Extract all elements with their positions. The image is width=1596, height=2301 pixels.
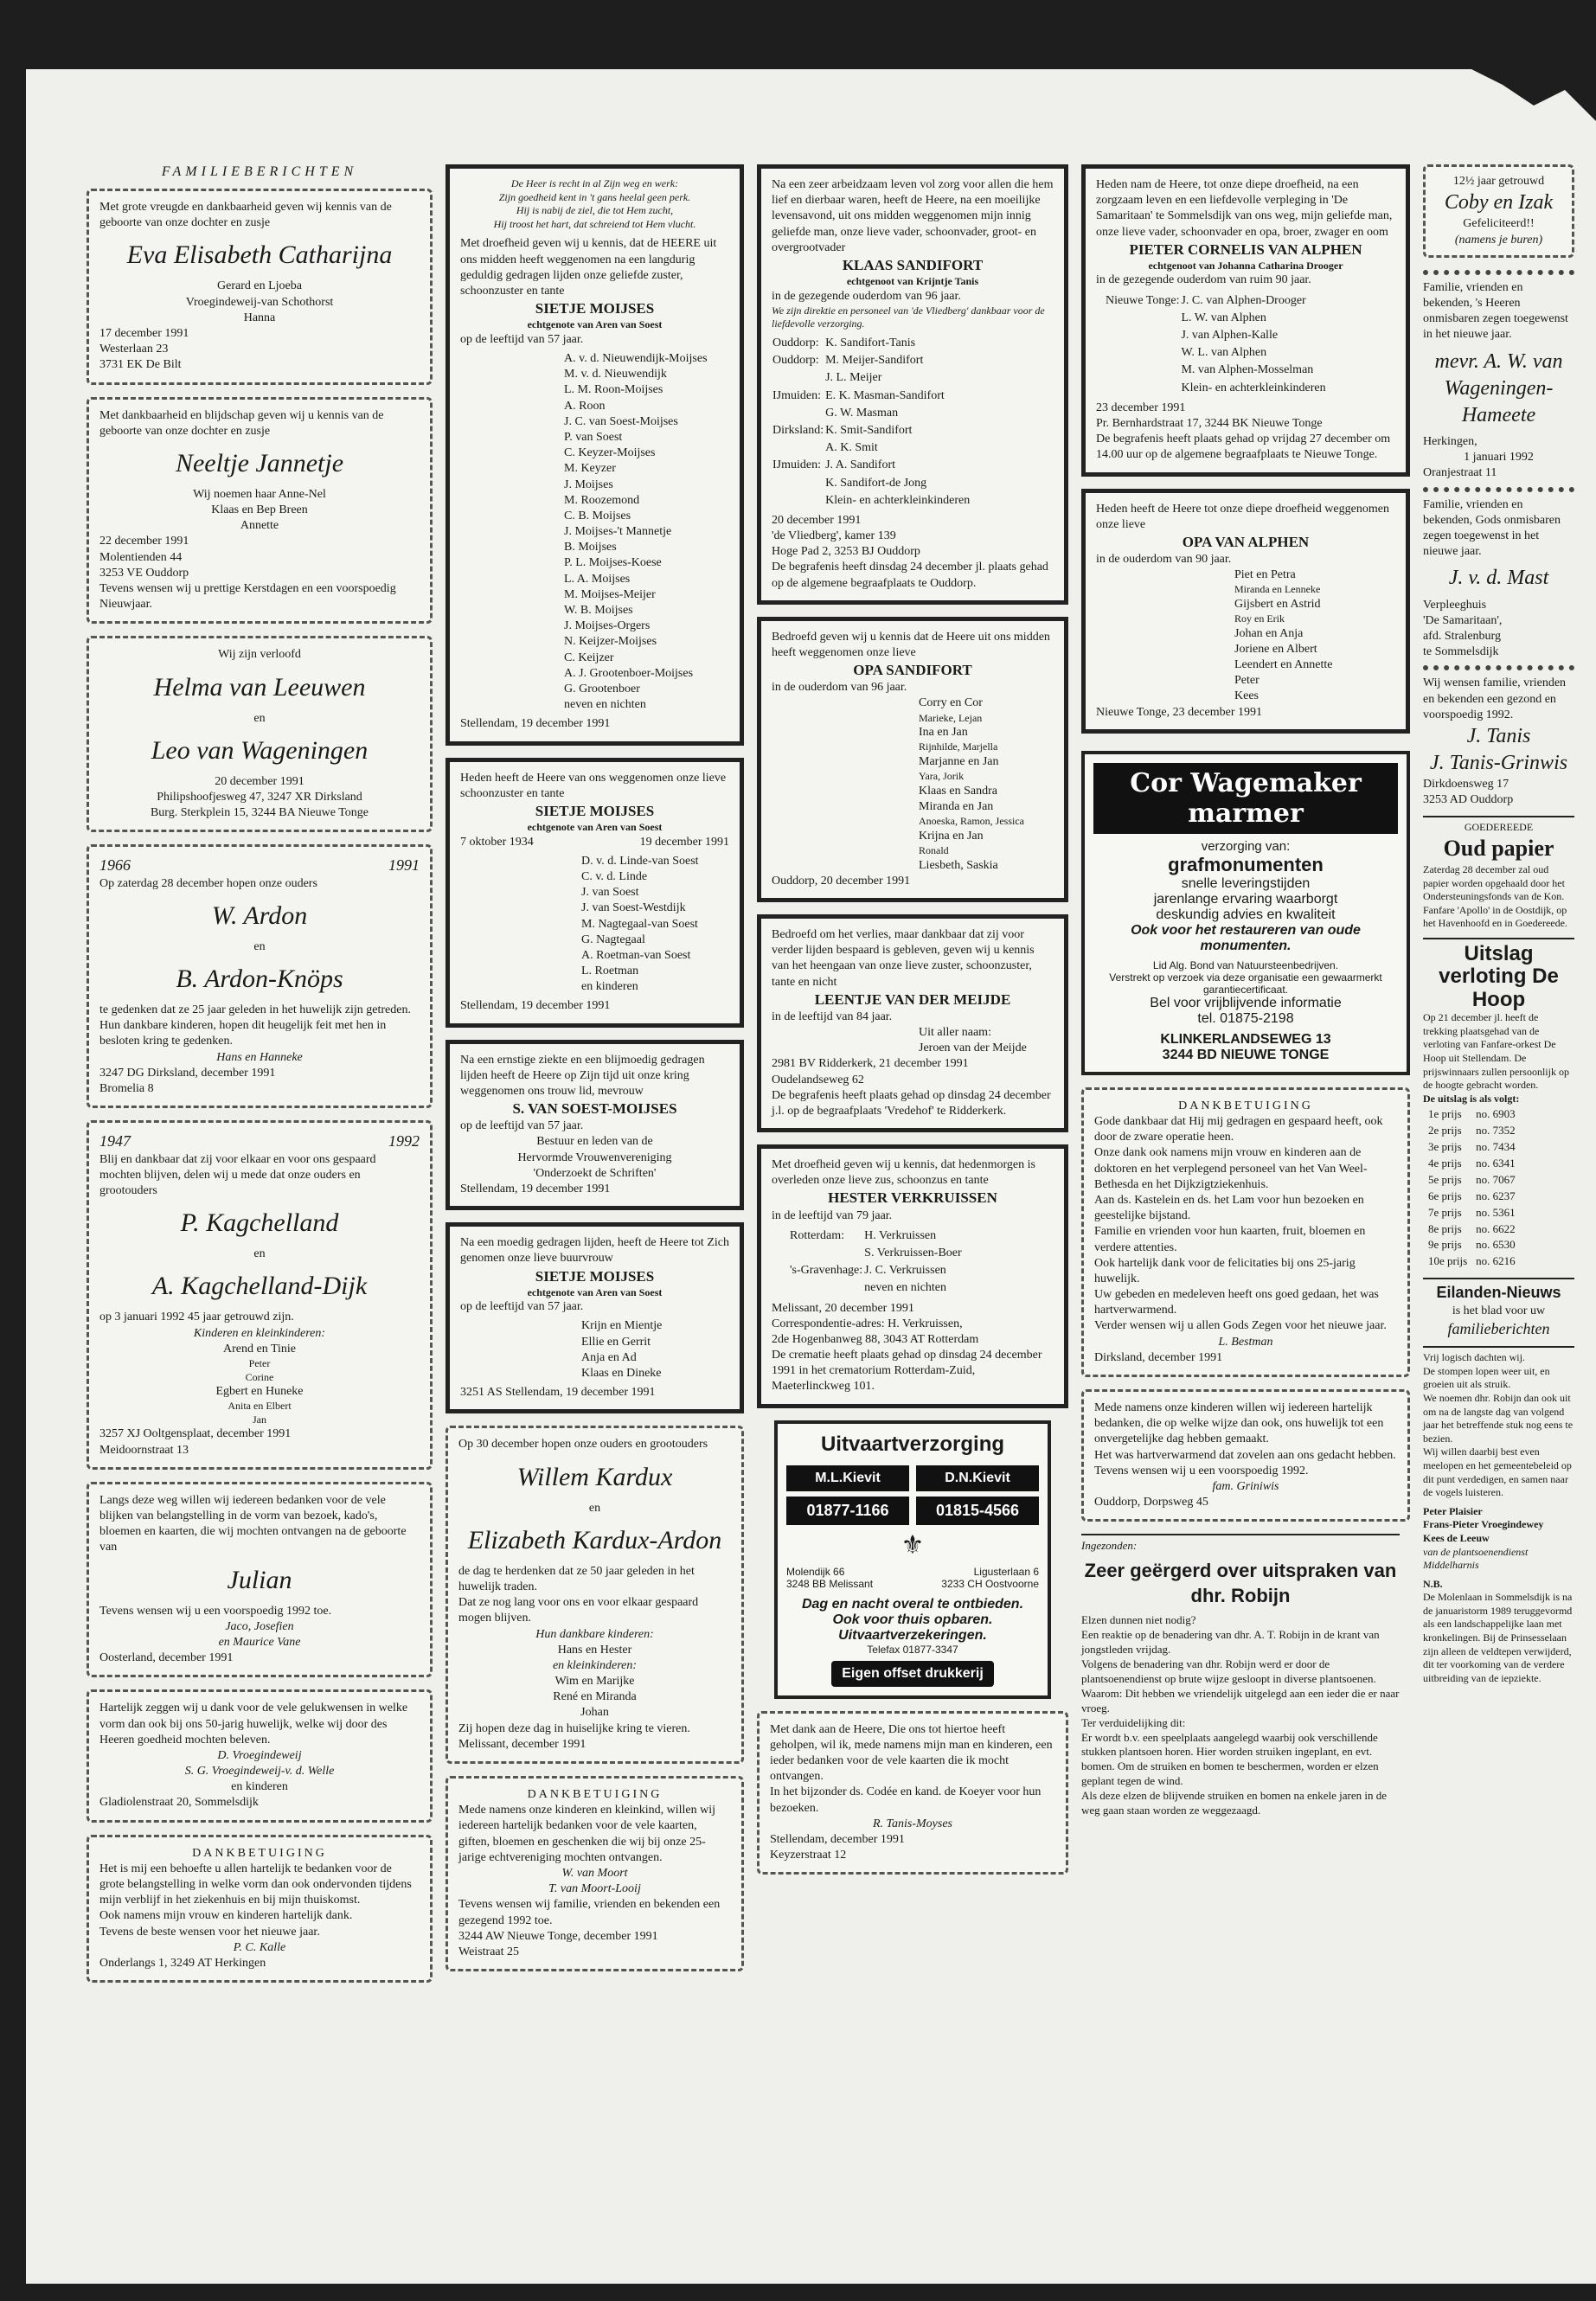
divider [1423,665,1574,670]
divider [1423,487,1574,492]
table-row: 3e prijs no. 7434 [1428,1140,1516,1154]
column-1 [87,164,433,1995]
table-row: 1e prijs no. 6903 [1428,1107,1516,1121]
thanks-julian: Langs deze weg willen wij iedereen bedanken voor de vele blijken van belangstelling in de vorm van bezoek, kado's, bloemen en kaarten, die wij mochten ontvangen na de geboorte van Julian Tevens wensen wij u een voorspoedig 1992 toe. Jaco, Josefien en Maurice Vane Oosterland, december 1991 [87,1482,433,1678]
column-5 [1423,164,1574,1685]
table-row: 8e prijs no. 6622 [1428,1221,1516,1235]
notice-name: Eva Elisabeth Catharijna [126,240,393,270]
obituary-verkruissen: Met droefheid geven wij u kennis, dat hedenmorgen is overleden onze lieve zus, schoonzus en tante HESTER VERKRUISSEN in de leeftijd van 79 jaar. Rotterdam: H. Verkruissen S. Verkruissen-Boer 's-Gravenhage: J. C. Verkruissen neven en nichten Melissant, 20 december 1991 Correspondentie-adres: H. Verkruissen, 2de Hogenbanweg 88, 3043 AT Rotterdam De crematie heeft plaats gehad op dinsdag 24 december 1991 in het crematorium Rotterdam-Zuid, Maeterlinckweg 101. [757,1144,1068,1408]
uitvaart-advert: Uitvaartverzorging M.L.Kievit D.N.Kievit 01877-1166 01815-4566 ⚜ Molendijk 66 Ligusterlaan 6 3248 BB Melissant 3233 CH Oostvoorne Dag en nacht overal te ontbieden. Ook voor thuis opbaren. Uitvaartverzekeringen. Telefax 01877-3347 Eigen offset drukkerij [774,1420,1051,1699]
obituary-opa-van-alphen: Heden heeft de Heere tot onze diepe droefheid weggenomen onze lieve OPA VAN ALPHEN in de ouderdom van 90 jaar. Piet en Petra Miranda en Lenneke Gijsbert en Astrid Roy en Erik Johan en Anja Joriene en Albert Leendert en Annette Peter Kees Nieuwe Tonge, 23 december 1991 [1081,489,1410,734]
birth-notice-neeltje: Met dankbaarheid en blijdschap geven wij u kennis van de geboorte van onze dochter en zusje Neeltje Jannetje Wij noemen haar Anne-Nel Klaas en Bep Breen Annette 22 december 1991 Molentienden 44 3253 VE Ouddorp Tevens wensen wij u prettige Kerstdagen en een voorspoedig Nieuwjaar. [87,397,433,625]
obituary-van-alphen: Heden nam de Heere, tot onze diepe droefheid, na een zorgzaam leven en een liefdevolle verpleging in 'De Samaritaan' te Sommelsdijk van ons weg, mijn geliefde man, onze lieve vader, schoonvader en opa, broer, zwager en oom PIETER CORNELIS VAN ALPHEN echtgenoot van Johanna Catharina Drooger in de gezegende ouderdom van ruim 90 jaar. Nieuwe Tonge: J. C. van Alphen-Drooger L. W. van Alphen J. van Alphen-Kalle W. L. van Alphen M. van Alphen-Mosselman Klein- en achterkleinkinderen 23 december 1991 Pr. Bernhardstraat 17, 3244 BK Nieuwe Tonge De begrafenis heeft plaats gehad op vrijdag 27 december om 14.00 uur op de algemene begraafplaats te Nieuwe Tonge. [1081,164,1410,477]
anniversary-ardon: 1966 1991 Op zaterdag 28 december hopen onze ouders W. Ardon en B. Ardon-Knöps te gedenken dat ze 25 jaar geleden in het huwelijk zijn getreden. Hun dankbare kinderen, hopen dit heugelijk feit met hen in besloten kring te gedenken. Hans en Hanneke 3247 DG Dirksland, december 1991 Bromelia 8 [87,844,433,1108]
obituary-sandifort: Na een zeer arbeidzaam leven vol zorg voor allen die hem lief en dierbaar waren, heeft de Heere, na een moeilijke levensavond, uit ons midden weggenomen mijn innig geliefde man, onze lieve vader, schoonvader, groot- en overgrootvader KLAAS SANDIFORT echtgenoot van Krijntje Tanis in de gezegende ouderdom van 96 jaar. We zijn direktie en personeel van 'de Vliedberg' dankbaar voor de liefdevolle verzorging. Ouddorp: K. Sandifort-Tanis Ouddorp: M. Meijer-Sandifort J. L. Meijer IJmuiden: E. K. Masman-Sandifort G. W. Masman Dirksland: K. Smit-Sandifort A. K. Smit IJmuiden: J. A. Sandifort K. Sandifort-de Jong Klein- en achterkleinkinderen 20 december 1991 'de Vliedberg', kamer 139 Hoge Pad 2, 3253 BJ Ouddorp De begrafenis heeft dinsdag 24 december jl. plaats gehad op de algemene begraafplaats te Ouddorp. [757,164,1068,605]
torn-corner [1440,69,1596,121]
anniversary-kardux: Op 30 december hopen onze ouders en grootouders Willem Kardux en Elizabeth Kardux-Ardon de dag te herdenken dat ze 50 jaar geleden in het huwelijk traden. Dat ze nog lang voor ons en voor elkaar gespaard mogen blijven. Hun dankbare kinderen: Hans en Hester en kleinkinderen: Wim en Marijke René en Miranda Johan Zij hopen deze dag in huiselijke kring te vieren. Melissant, december 1991 [445,1426,744,1764]
thanks-vroegindeweij: Hartelijk zeggen wij u dank voor de vele gelukwensen in welke vorm dan ook bij ons 50-jarig huwelijk, welke wij door des Heeren goedheid mochten beleven. D. Vroegindeweij S. G. Vroegindeweij-v. d. Welle en kinderen Gladiolenstraat 20, Sommelsdijk [87,1689,433,1822]
table-row: 6e prijs no. 6237 [1428,1189,1516,1202]
newspaper-page [26,69,1596,2284]
prize-table [1423,1106,1521,1271]
column-3 [757,164,1068,1887]
wishes-tanis: Wij wensen familie, vrienden en bekenden een gezond en voorspoedig 1992. J. Tanis J. Tanis-Grinwis Dirkdoensweg 17 3253 AD Ouddorp [1423,676,1568,807]
family-list: A. v. d. Nieuwendijk-Moijses M. v. d. Nieuwendijk L. M. Roon-Moijses A. Roon J. C. van Soest-Moijses P. van Soest C. Keyzer-Moijses M. Keyzer J. Moijses M. Roozemond C. B. Moijses J. Moijses-'t Mannetje B. Moijses P. L. Moijses-Koese L. A. Moijses M. Moijses-Meijer W. B. Moijses J. Moijses-Orgers N. Keijzer-Moijses C. Keijzer A. J. Grootenboer-Moijses G. Grootenboer neven en nichten [564,352,708,712]
obituary-moijses-inlaws: Heden heeft de Heere van ons weggenomen onze lieve schoonzuster en tante SIETJE MOIJSES echtgenote van Aren van Soest 7 oktober 1934 19 december 1991 D. v. d. Linde-van Soest C. v. d. Linde J. van Soest J. van Soest-Westdijk M. Nagtegaal-van Soest G. Nagtegaal A. Roetman-van Soest L. Roetman en kinderen Stellendam, 19 december 1991 [445,758,744,1028]
verloting-results: Uitslag verloting De Hoop Op 21 december jl. heeft de trekking plaatsgehad van de verloting van Fanfare-orkest De Hoop uit Stellendam. De prijswinnaars zullen persoonlijk op de hoogte gebracht worden. De uitslag is als volgt: 1e prijs no. 6903 2e prijs no. 7352 3e prijs no. 7434 4e prijs no. 6341 5e prijs no. 7067 6e prijs no. 6237 7e prijs no. 5361 8e prijs no. 6622 9e prijs no. 6530 10e prijs no. 6216 [1423,943,1574,1271]
thanks-bestman: DANKBETUIGING Gode dankbaar dat Hij mij gedragen en gespaard heeft, ook door de zware operatie heen. Onze dank ook namens mijn vrouw en kinderen aan de doktoren en het verplegend personeel van het Van Weel-Bethesda en het Dijkzigtziekenhuis. Aan ds. Kastelein en ds. het Lam voor hun bezoeken en geestelijke bijstand. Familie en vrienden voor hun kaarten, fruit, bloemen en verdere attenties. Ook hartelijk dank voor de felicitaties bij ons 25-jarig huwelijk. Uw gebeden en medeleven heeft ons goed gedaan, het was hartverwarmend. Verder wensen wij u allen Gods Zegen voor het nieuwe jaar. L. Bestman Dirksland, december 1991 [1081,1087,1410,1377]
obituary-vrouwenvereniging: Na een ernstige ziekte en een blijmoedig gedragen lijden heeft de Heere op Zijn tijd uit onze kring weggenomen ons trouw lid, mevrouw S. VAN SOEST-MOIJSES op de leeftijd van 57 jaar. Bestuur en leden van de Hervormde Vrouwenvereniging 'Onderzoekt de Schriften' Stellendam, 19 december 1991 [445,1040,744,1211]
anniversary-coby-izak: 12½ jaar getrouwd Coby en Izak Gefeliciteerd!! (namens je buren) [1423,164,1574,258]
ingezonden-letter: Ingezonden: Zeer geërgerd over uitspraken van dhr. Robijn Elzen dunnen niet nodig? Een reaktie op de benadering van dhr. A. T. Robijn in de krant van jongstleden vrijdag. Volgens de benadering van dhr. Robijn werd er door de plantsoenendienst op brute wijze gesloopt in diverse plantsoenen. Waarom: Dit hebben we vriendelijk uitgelegd aan een ieder die er naar vroeg. Ter verduidelijking dit: Er wordt b.v. een speelplaats aangelegd waarbij ook verschillende stukken plantsoen horen. Hier worden struiken ingeplant, en evt. bomen. Om de struiken en bomen te beschermen, worden er elzen geplant tegen de wind. Als deze elzen de blijvende struiken en bomen na enkele jaren in de weg gaan staan worden ze weggezaagd. [1081,1534,1410,1818]
obituary-opa-sandifort: Bedroefd geven wij u kennis dat de Heere uit ons midden heeft weggenomen onze lieve OPA SANDIFORT in de ouderdom van 96 jaar. Corry en Cor Marieke, Lejan Ina en Jan Rijnhilde, Marjella Marjanne en Jan Yara, Jorik Klaas en Sandra Miranda en Jan Anoeska, Ramon, Jessica Krijna en Jan Ronald Liesbeth, Saskia Ouddorp, 20 december 1991 [757,617,1068,902]
anniversary-kagchelland: 1947 1992 Blij en dankbaar dat zij voor elkaar en voor ons gespaard mochten blijven, delen wij u mede dat onze ouders en grootouders P. Kagchelland en A. Kagchelland-Dijk op 3 januari 1992 45 jaar getrouwd zijn. Kinderen en kleinkinderen: Arend en Tinie Peter Corine Egbert en Huneke Anita en Elbert Jan 3257 XJ Ooltgensplaat, december 1991 Meidoornstraat 13 [87,1120,433,1470]
table-row: 5e prijs no. 7067 [1428,1172,1516,1186]
table-row: 4e prijs no. 6341 [1428,1156,1516,1170]
wagemaker-advert: Cor Wagemaker marmer verzorging van: grafmonumenten snelle leveringstijden jarenlange ervaring waarborgt deskundig advies en kwaliteit Ook voor het restaureren van oude monumenten. Lid Alg. Bond van Natuursteenbedrijven. Verstrekt op verzoek via deze organisatie een gewaarmerkt garantiecertificaat. Bel voor vrijblijvende informatie tel. 01875-2198 KLINKERLANDSEWEG 13 3244 BD NIEUWE TONGE [1081,751,1410,1075]
wishes-van-wageningen: Familie, vrienden en bekenden, 's Heeren onmisbaren zegen toegewenst in het nieuwe jaar. mevr. A. W. van Wageningen-Hameete Herkingen, 1 januari 1992 Oranjestraat 11 [1423,280,1568,480]
obituary-neighbours: Na een moedig gedragen lijden, heeft de Heere tot Zich genomen onze lieve buurvrouw SIETJE MOIJSES echtgenote van Aren van Soest op de leeftijd van 57 jaar. Krijn en Mientje Ellie en Gerrit Anja en Ad Klaas en Dineke 3251 AS Stellendam, 19 december 1991 [445,1222,744,1413]
divider [1423,270,1574,275]
thanks-van-moort: DANKBETUIGING Mede namens onze kinderen en kleinkind, willen wij iedereen hartelijk bedanken voor de vele kaarten, giften, bloemen en geschenken die wij bij onze 25-jarige echtvereniging mochten ontvangen. W. van Moort T. van Moort-Looij Tevens wensen wij familie, vrienden en bekenden een gezegend 1992 toe. 3244 AW Nieuwe Tonge, december 1991 Weistraat 25 [445,1776,744,1971]
thanks-tanis-moyses: Met dank aan de Heere, Die ons tot hiertoe heeft geholpen, wil ik, mede namens mijn man en kinderen, een ieder bedanken voor de vele kaarten die ik mocht ontvangen. In het bijzonder ds. Codée en kand. de Koeyer voor hun bezoeken. R. Tanis-Moyses Stellendam, december 1991 Keyzerstraat 12 [757,1711,1068,1875]
column-4 [1081,164,1410,1818]
table-row: 10e prijs no. 6216 [1428,1254,1516,1268]
section-title: FAMILIEBERICHTEN [161,164,358,179]
thanks-kalle: DANKBETUIGING Het is mij een behoefte u allen hartelijk te bedanken voor de grote belangstelling in welke vorm dan ook ondervonden tijdens mijn verblijf in het ziekenhuis en bij mijn thuiskomst. Ook namens mijn vrouw en kinderen hartelijk dank. Tevens de beste wensen voor het nieuwe jaar. P. C. Kalle Onderlangs 1, 3249 AT Herkingen [87,1835,433,1984]
oud-papier-notice: GOEDEREEDE Oud papier Zaterdag 28 december zal oud papier worden opgehaald door het Ondersteuningsfonds van de Kon. Fanfare 'Apollo' in de Oostdijk, op het Havenhoofd en in Goedereede. [1423,820,1567,930]
wishes-mast: Familie, vrienden en bekenden, Gods onmisbaren zegen toegewenst in het nieuwe jaar. J. v. d. Mast Verpleeghuis 'De Samaritaan', afd. Stralenburg te Sommelsdijk [1423,497,1561,659]
table-row: 2e prijs no. 7352 [1428,1124,1516,1138]
obituary-moijses-family: De Heer is recht in al Zijn weg en werk: Zijn goedheid kent in 't gans heelal geen perk. Hij is nabij de ziel, die tot Hem zucht, Hij troost het hart, dat schreiend tot Hem vlucht. Met droefheid geven wij u kennis, dat de HEERE uit ons midden heeft weggenomen na een langdurig geduldig gedragen lijden onze geliefde zuster, schoonzuster en tante SIETJE MOIJSES echtgenote van Aren van Soest op de leeftijd van 57 jaar. A. v. d. Nieuwendijk-Moijses M. v. d. Nieuwendijk L. M. Roon-Moijses A. Roon J. C. van Soest-Moijses P. van Soest C. Keyzer-Moijses M. Keyzer J. Moijses M. Roozemond C. B. Moijses J. Moijses-'t Mannetje B. Moijses P. L. Moijses-Koese L. A. Moijses M. Moijses-Meijer W. B. Moijses J. Moijses-Orgers N. Keijzer-Moijses C. Keijzer A. J. Grootenboer-Moijses G. Grootenboer neven en nichten Stellendam, 19 december 1991 [445,164,744,746]
table-row: 9e prijs no. 6530 [1428,1238,1516,1252]
column-2 [445,164,744,1984]
table-row: 7e prijs no. 5361 [1428,1205,1516,1219]
crest-icon: ⚜ [901,1530,925,1560]
birth-notice-eva: Met grote vreugde en dankbaarheid geven wij kennis van de geboorte van onze dochter en zusje Eva Elisabeth Catharijna Gerard en Ljoeba Vroegindeweij-van Schothorst Hanna 17 december 1991 Westerlaan 23 3731 EK De Bilt [87,189,433,385]
engagement-notice: Wij zijn verloofd Helma van Leeuwen en Leo van Wageningen 20 december 1991 Philipshoofjesweg 47, 3247 XR Dirksland Burg. Sterkplein 15, 3244 BA Nieuwe Tonge [87,636,433,832]
ingezonden-continued: Vrij logisch dachten wij. De stompen lopen weer uit, en groeien uit als struik. We noemen dhr. Robijn dan ook uit om na de langste dag van volgend jaar het betreffende stuk nog eens te bezien. Wij willen daarbij best even meelopen en het gemeentebeleid op dit punt verdedigen, en samen naar de vogels luisteren. Peter Plaisier Frans-Pieter Vroegindewey Kees de Leeuw van de plantsoenendienst Middelharnis N.B. De Molenlaan in Sommelsdijk is na de januaristorm 1989 teruggevormd als een landschappelijke laan met kronkelingen. Bij de Prinsesselaan zijn alleen de veldtepen verwijderd, dit ter voorkoming van de verdere uitbreiding van de iepziekte. [1423,1351,1574,1684]
eilanden-nieuws-promo: Eilanden-Nieuws is het blad voor uw familieberichten [1436,1284,1561,1337]
thanks-griniwis: Mede namens onze kinderen willen wij iedereen hartelijk bedanken, die op welke wijze dan ook, ons huwelijk tot een onvergetelijke dag hebben gemaakt. Het was hartverwarmend dat zovelen aan ons gedacht hebben. Tevens wensen wij u een voorspoedig 1992. fam. Griniwis Ouddorp, Dorpsweg 45 [1081,1389,1410,1522]
obituary-van-der-meijde: Bedroefd om het verlies, maar dankbaar dat zij voor verder lijden bespaard is gebleven, geven wij u kennis van het heengaan van onze lieve zuster, schoonzuster, tante en nicht LEENTJE VAN DER MEIJDE in de leeftijd van 84 jaar. Uit aller naam: Jeroen van der Meijde 2981 BV Ridderkerk, 21 december 1991 Oudelandseweg 62 De begrafenis heeft plaats gehad op dinsdag 24 december j.l. op de begraafplaats 'Vredehof' te Ridderkerk. [757,914,1068,1132]
